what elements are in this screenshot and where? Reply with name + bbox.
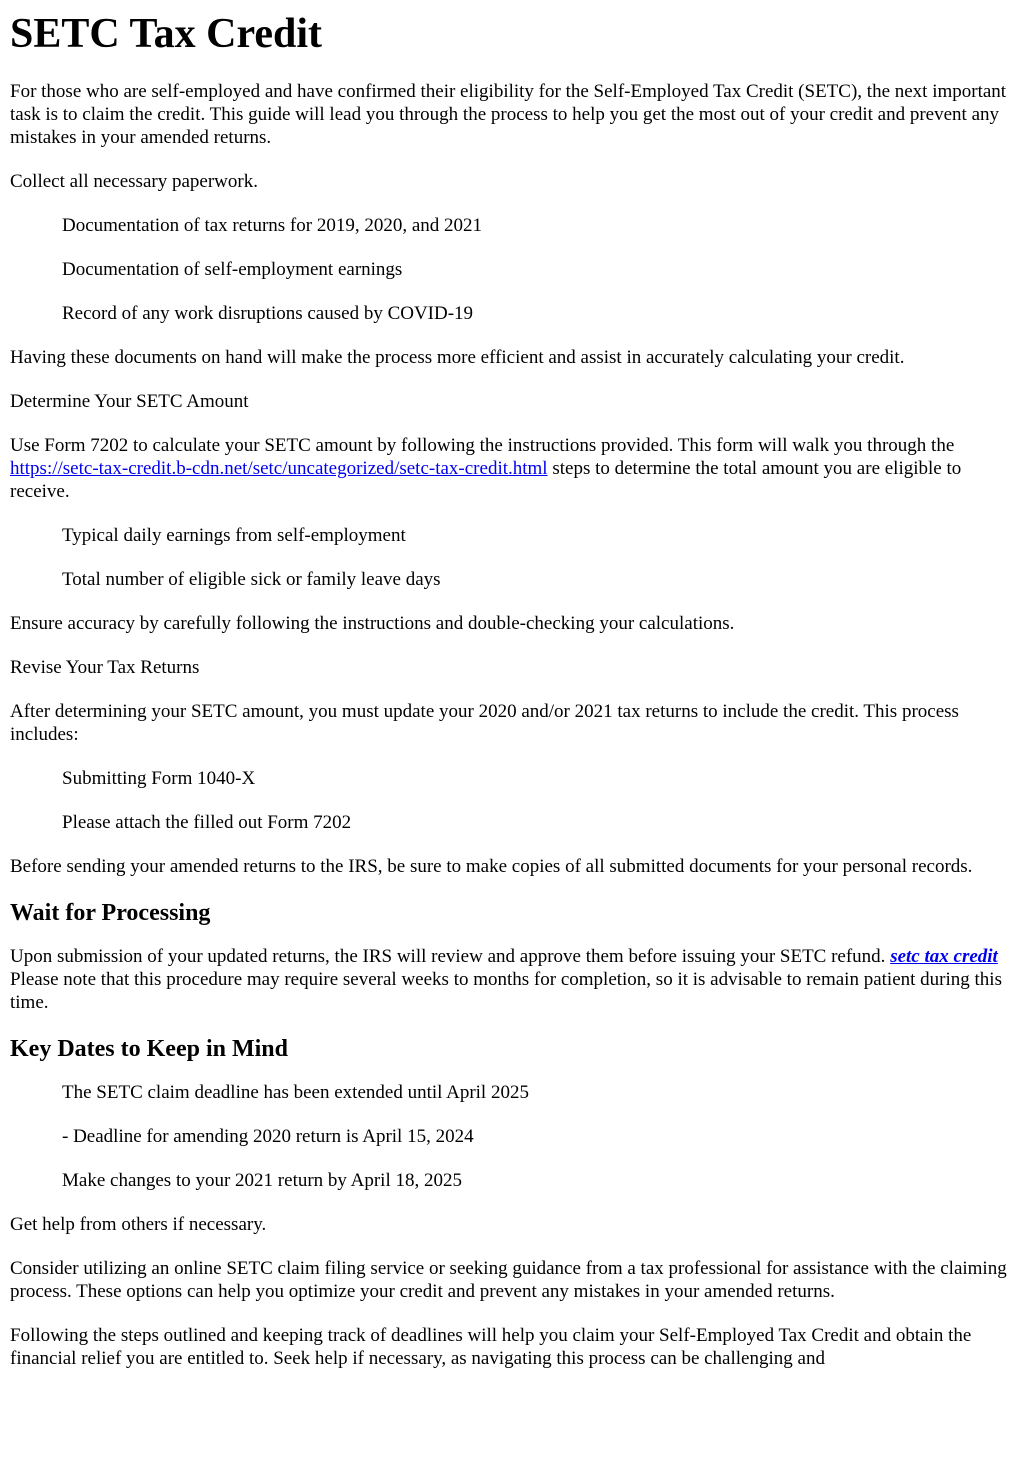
help-heading: Get help from others if necessary.	[10, 1214, 267, 1235]
dates-heading: Key Dates to Keep in Mind	[10, 1036, 288, 1062]
determine-after-paragraph: Ensure accuracy by carefully following the instructions and double-checking your calculations.	[10, 613, 735, 634]
date-item: - Deadline for amending 2020 return is April 15, 2024	[62, 1126, 474, 1147]
closing-paragraph: Following the steps outlined and keeping track of deadlines will help you claim your Self-Employed Tax Credit and obtain the financial relief you are entitled to. Seek help if necessary, as navigating this process can be challenging and	[10, 1325, 972, 1369]
collect-item: Documentation of tax returns for 2019, 2020, and 2021	[62, 215, 483, 236]
determine-text-before: Use Form 7202 to calculate your SETC amount by following the instructions provided. This form will walk you through the	[10, 435, 955, 456]
date-item: The SETC claim deadline has been extended until April 2025	[62, 1082, 529, 1103]
determine-item: Typical daily earnings from self-employment	[62, 525, 406, 546]
revise-paragraph: After determining your SETC amount, you must update your 2020 and/or 2021 tax returns to include the credit. This process includes:	[10, 701, 959, 745]
document-page	[0, 10, 1024, 1370]
wait-paragraph	[10, 945, 1014, 1014]
intro-paragraph: For those who are self-employed and have confirmed their eligibility for the Self-Employed Tax Credit (SETC), the next important task is to claim the credit. This guide will lead you through the process to help you get the most out of your credit and prevent any mistakes in your amended returns.	[10, 81, 1007, 148]
setc-url-link[interactable]: https://setc-tax-credit.b-cdn.net/setc/uncategorized/setc-tax-credit.html	[10, 458, 548, 479]
collect-heading: Collect all necessary paperwork.	[10, 171, 258, 192]
determine-item: Total number of eligible sick or family leave days	[62, 569, 441, 590]
wait-heading: Wait for Processing	[10, 900, 211, 926]
setc-tax-credit-link[interactable]: setc tax credit	[890, 946, 998, 967]
determine-heading: Determine Your SETC Amount	[10, 391, 249, 412]
page-title: SETC Tax Credit	[10, 11, 322, 57]
determine-paragraph	[10, 434, 1014, 503]
revise-after-paragraph: Before sending your amended returns to the IRS, be sure to make copies of all submitted documents for your personal records.	[10, 856, 973, 877]
collect-after-paragraph: Having these documents on hand will make the process more efficient and assist in accurately calculating your credit.	[10, 347, 905, 368]
revise-item: Please attach the filled out Form 7202	[62, 812, 352, 833]
revise-heading: Revise Your Tax Returns	[10, 657, 200, 678]
collect-item: Documentation of self-employment earnings	[62, 259, 403, 280]
collect-item: Record of any work disruptions caused by COVID-19	[62, 303, 474, 324]
revise-item: Submitting Form 1040-X	[62, 768, 256, 789]
determine-text-after: steps to determine the total amount you are eligible to receive.	[10, 458, 962, 502]
wait-text-before: Upon submission of your updated returns, the IRS will review and approve them before issuing your SETC refund.	[10, 946, 891, 967]
date-item: Make changes to your 2021 return by April 18, 2025	[62, 1170, 462, 1191]
help-paragraph: Consider utilizing an online SETC claim filing service or seeking guidance from a tax professional for assistance with the claiming process. These options can help you optimize your credit and prevent any mistakes in your amended returns.	[10, 1258, 1007, 1302]
wait-text-after: Please note that this procedure may require several weeks to months for completion, so it is advisable to remain patient during this time.	[10, 969, 1002, 1013]
